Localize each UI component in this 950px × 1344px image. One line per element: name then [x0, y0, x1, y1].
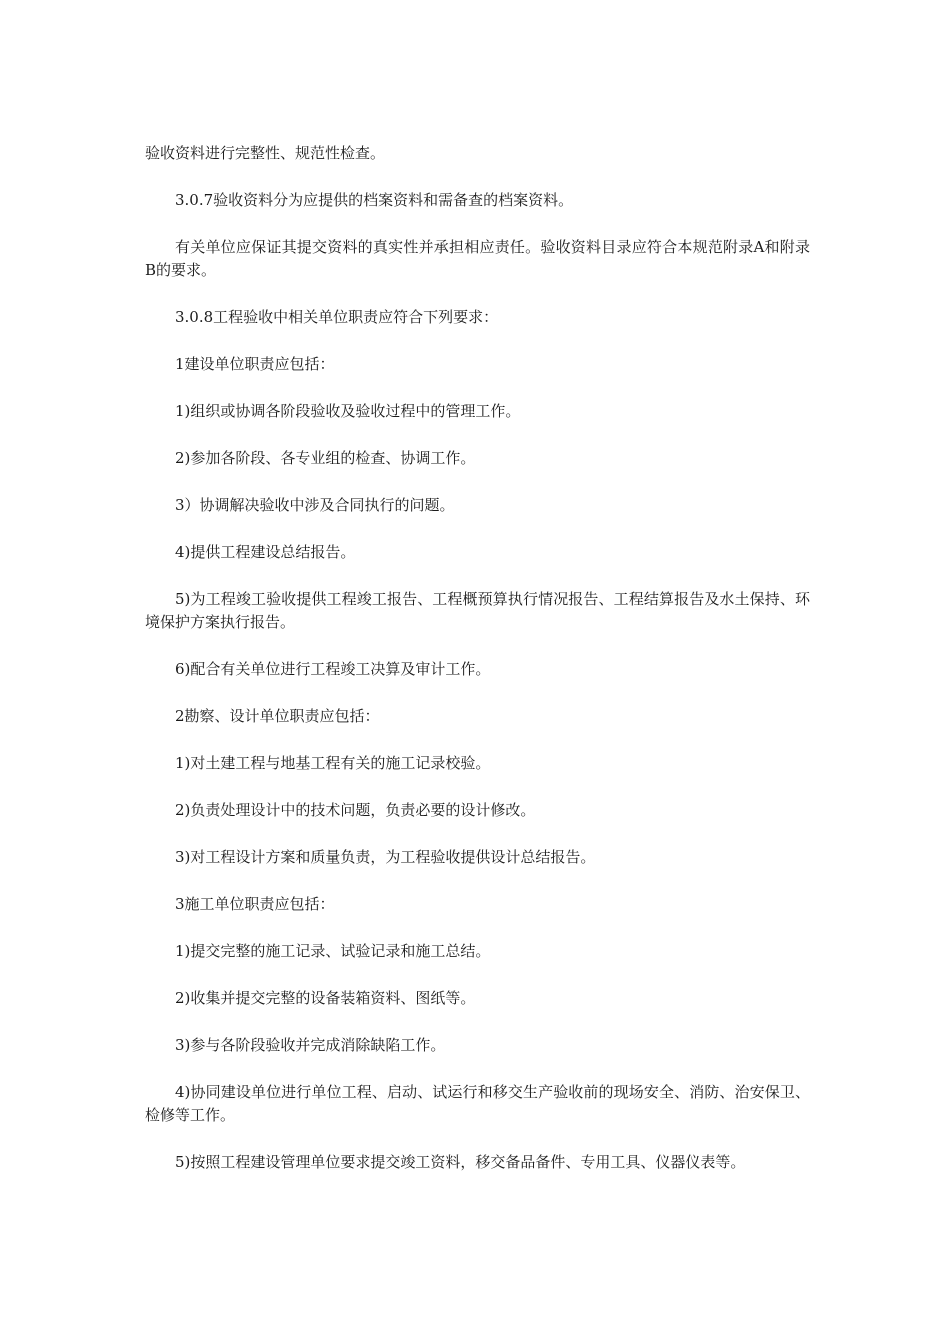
paragraph-design-item-1: 1)对土建工程与地基工程有关的施工记录校验。: [175, 754, 491, 772]
paragraph-owner-item-5: 5)为工程竣工验收提供工程竣工报告、工程概预算执行情况报告、工程结算报告及水土保持、环境保护方案执行报告。: [145, 590, 810, 631]
paragraph-owner-heading: 1建设单位职责应包括：: [175, 355, 335, 373]
paragraph-construction-heading: 3施工单位职责应包括：: [175, 895, 335, 913]
paragraph-construction-item-2: 2)收集并提交完整的设备装箱资料、图纸等。: [175, 989, 476, 1007]
paragraph-owner-item-4: 4)提供工程建设总结报告。: [175, 543, 356, 561]
paragraph-construction-item-4: 4)协同建设单位进行单位工程、启动、试运行和移交生产验收前的现场安全、消防、治安保卫、检修等工作。: [145, 1083, 810, 1124]
paragraph-design-heading: 2勘察、设计单位职责应包括：: [175, 707, 380, 725]
paragraph-owner-item-6: 6)配合有关单位进行工程竣工决算及审计工作。: [175, 660, 491, 678]
paragraph-3-0-8: 3.0.8工程验收中相关单位职责应符合下列要求：: [175, 308, 499, 326]
paragraph-design-item-3: 3)对工程设计方案和质量负责，为工程验收提供设计总结报告。: [175, 848, 596, 866]
paragraph-continuation: 验收资料进行完整性、规范性检查。: [145, 144, 386, 162]
paragraph-construction-item-5: 5)按照工程建设管理单位要求提交竣工资料，移交备品备件、专用工具、仪器仪表等。: [175, 1153, 746, 1171]
paragraph-owner-item-3: 3）协调解决验收中涉及合同执行的问题。: [175, 496, 455, 514]
paragraph-3-0-7: 3.0.7验收资料分为应提供的档案资料和需备查的档案资料。: [175, 191, 574, 209]
paragraph-construction-item-1: 1)提交完整的施工记录、试验记录和施工总结。: [175, 942, 491, 960]
paragraph-responsibility: 有关单位应保证其提交资料的真实性并承担相应责任。验收资料目录应符合本规范附录A和附录B的要求。: [145, 238, 810, 279]
paragraph-owner-item-1: 1)组织或协调各阶段验收及验收过程中的管理工作。: [175, 402, 521, 420]
paragraph-construction-item-3: 3)参与各阶段验收并完成消除缺陷工作。: [175, 1036, 446, 1054]
paragraph-owner-item-2: 2)参加各阶段、各专业组的检查、协调工作。: [175, 449, 476, 467]
paragraph-design-item-2: 2)负责处理设计中的技术问题，负责必要的设计修改。: [175, 801, 536, 819]
document-body: [145, 142, 810, 1198]
